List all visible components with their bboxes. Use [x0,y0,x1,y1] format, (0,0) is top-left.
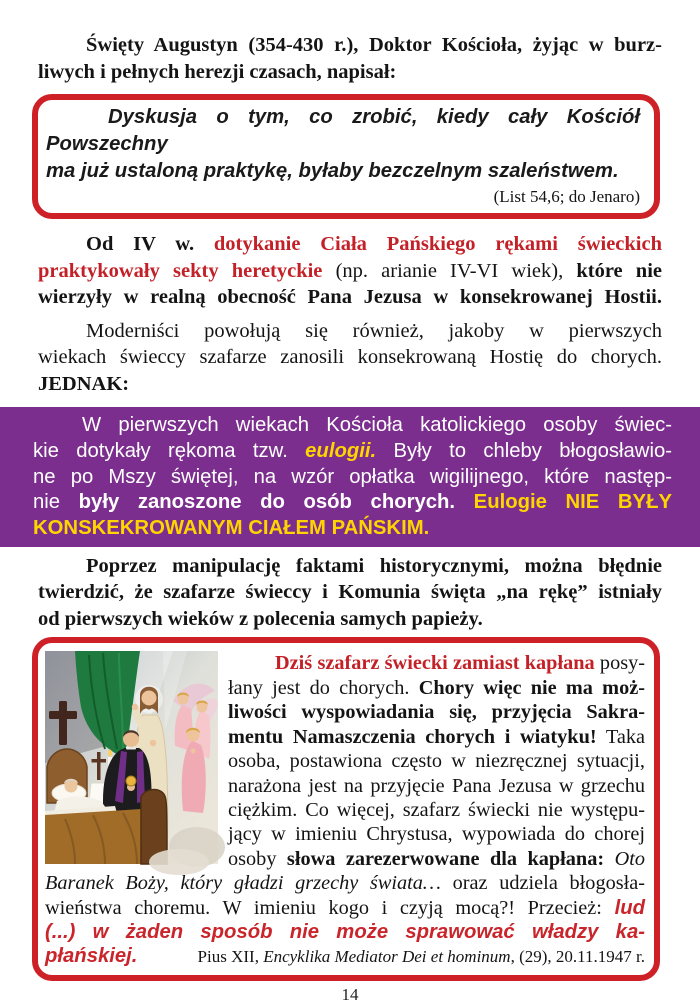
text-line: liwych i pełnych herezji czasach, napisał: [38,60,397,83]
text-line: Moderniści powołują się również, jakoby w pierwszych [86,319,662,342]
text-line: nie były zanoszone do osób chorych. Eulogie NIE BYŁY [33,491,673,514]
text-line: (List 54,6; do Jenaro) [493,187,640,206]
text-line: liwości wyspowiadania się, przyjęcia Sakra- [228,701,645,724]
citation: Pius XII, Encyklika Mediator Dei et hominum, (29), 20.11.1947 r. [197,947,645,967]
text-line: Święty Augustyn (354-430 r.), Doktor Kościoła, żyjąc w burz- [86,34,662,56]
text-line: osoby słowa zarezerwowane dla kapłana: Oto [228,847,645,870]
text-line: łany jest do chorych. Chory więc nie ma moż- [228,676,645,699]
sick-call-illustration [45,651,218,864]
text-line: ciężkim. Co więcej, szafarz świecki nie występu- [228,798,645,821]
text-line: W pierwszych wiekach Kościoła katolickiego osoby świec- [82,414,672,436]
text-line: praktykowały sekty heretyckie (np. arianie IV-VI wiek), które nie [38,259,662,282]
text-line: narażona jest na przyjęcie Pana Jezusa w grzechu [228,774,645,797]
closing-line [45,944,645,969]
text-line: Dziś szafarz świecki zamiast kapłana posy- [275,652,645,675]
text-line: JEDNAK: [38,372,130,395]
page-number: 14 [341,985,359,1005]
text-line: Baranek Boży, który gładzi grzechy świata… oraz udziela błogosła- [45,872,646,895]
text-line: jący w imieniu Chrystusa, wypowiada do chorej [228,823,645,846]
text-line: kie dotykały rękoma tzw. eulogii. Były to chleby błogosławio- [33,439,672,462]
text-line: mentu Namaszczenia chorych i wiatyku! Taka [228,725,645,748]
text-line: Od IV w. dotykanie Ciała Pańskiego rękami świeckich [86,233,662,255]
text-line: KONSKEKROWANYM CIAŁEM PAŃSKIM. [33,517,430,540]
text-line: Poprzez manipulację faktami historycznymi, można błędnie [86,554,662,577]
eulogia-highlight-box [0,407,700,547]
text-line: osoba, postawiona często w niezręcznej sytuacji, [228,750,645,773]
modernists-paragraph [38,318,662,398]
intro-paragraph [38,32,662,85]
text-line: wieństwa choremu. W imieniu kogo i czyją mocą?! Przecież: lud [45,896,645,919]
manipulation-paragraph [38,553,662,633]
closing-word: płańskiej. [45,945,138,968]
text-line: ma już ustaloną praktykę, byłaby bezczelnym szaleństwem. [46,160,619,182]
lay-minister-box [32,637,660,981]
text-line: ne po Mszy świętej, na wzór opłatka wigilijnego, które następ- [33,465,672,488]
text-line: twierdzić, że szafarze świeccy i Komunia święta „na rękę” istniały [38,581,662,604]
text-line: wierzyły w realną obecność Pana Jezusa w konsekrowanej Hostii. [38,286,662,308]
text-line: (...) w żaden sposób nie może sprawować władzy ka- [45,920,645,943]
text-line: Dyskusja o tym, co zrobić, kiedy cały Kościół Powszechny [46,106,640,155]
augustine-quote-box [32,94,660,219]
text-line: od pierwszych wieków z polecenia samych papieży. [38,607,483,630]
heretics-paragraph [38,231,662,311]
text-line: wiekach świeccy szafarze zanosili konsekrowaną Hostię do chorych. [38,346,662,368]
